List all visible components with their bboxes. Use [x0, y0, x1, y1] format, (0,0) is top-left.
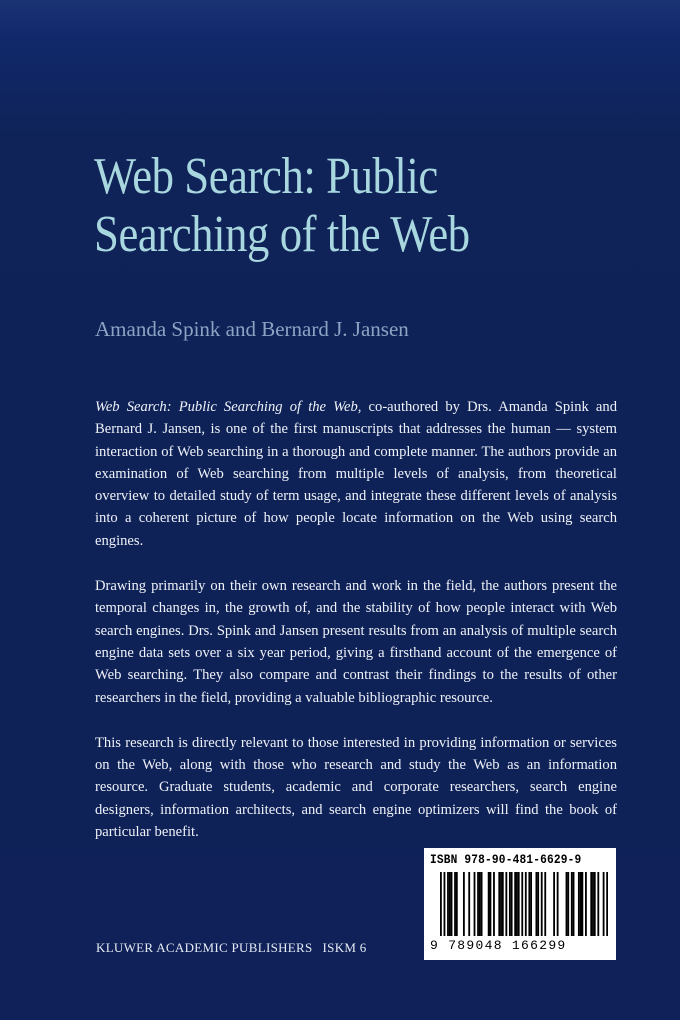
barcode-bar-11: [479, 872, 481, 936]
barcode-bar-8: [468, 872, 470, 936]
barcode-bar-29: [535, 872, 537, 936]
barcode-bar-22: [514, 872, 516, 936]
barcode-bar-40: [580, 872, 582, 936]
barcode-digits: 9 789048 166299: [430, 938, 567, 953]
book-title-line-2: Searching of the Web: [94, 206, 470, 263]
barcode-bar-42: [585, 872, 587, 936]
barcode-bar-38: [573, 872, 575, 936]
barcode-bar-46: [597, 872, 599, 936]
publisher-line: [96, 940, 367, 956]
barcode-bar-10: [477, 872, 479, 936]
barcode-bar-0: [440, 872, 442, 936]
barcode-bar-33: [553, 872, 555, 936]
description-paragraph-2: Drawing primarily on their own research and work in the field, the authors present the temporal changes in, the growth of, and the stability of how people interact with Web search engines. Drs. Spink and Jansen present results from an analysis of multiple search engine data sets over a six year period, giving a firsthand account of the emergence of Web searching. They also compare and contrast their findings to the results of other researchers in the field, providing a valuable bibliographic resource.: [95, 578, 617, 706]
barcode-bar-15: [493, 872, 495, 936]
barcode-bar-23: [516, 872, 518, 936]
barcode-bar-44: [592, 872, 594, 936]
barcode-bar-13: [488, 872, 490, 936]
barcode-bar-39: [578, 872, 580, 936]
publisher-name: KLUWER ACADEMIC PUBLISHERS: [96, 940, 313, 955]
barcode-bar-30: [537, 872, 539, 936]
barcode-bar-18: [502, 872, 504, 936]
barcode-bar-48: [606, 872, 608, 936]
barcode-bar-5: [454, 872, 456, 936]
description-paragraph-1-text: co-authored by Drs. Amanda Spink and Bernard J. Jansen, is one of the first manuscripts that addresses the human — system interaction of Web searching in a thorough and complete manner. The authors provide an examination of Web searching from multiple levels of analysis, from theoretical overview to detailed study of term usage, and integrate these different levels of analysis into a coherent picture of how people locate information on the Web using search engines.: [95, 399, 617, 549]
book-description: [95, 396, 617, 866]
barcode-bar-19: [505, 872, 507, 936]
barcode-bar-34: [557, 872, 559, 936]
barcode-bar-36: [567, 872, 569, 936]
barcode-bar-43: [590, 872, 592, 936]
barcode-bar-21: [511, 872, 513, 936]
barcode-bar-27: [528, 872, 530, 936]
barcode-bar-9: [474, 872, 476, 936]
series-code: ISKM 6: [322, 940, 367, 955]
barcode-bar-12: [481, 872, 483, 936]
barcode-bar-6: [456, 872, 458, 936]
barcode-bar-14: [490, 872, 492, 936]
barcode-bar-26: [525, 872, 527, 936]
description-paragraph-3: This research is directly relevant to those interested in providing information or services on the Web, along with those who research and study the Web as an information resource. Graduate students, academic and corporate researchers, search engine designers, information architects, and search engine optimizers will find the book of particular benefit.: [95, 734, 617, 841]
book-authors: Amanda Spink and Bernard J. Jansen: [95, 317, 409, 341]
barcode-bar-24: [518, 872, 520, 936]
barcode-bar-16: [498, 872, 500, 936]
barcode-bar-2: [447, 872, 449, 936]
description-title-italic: Web Search: Public Searching of the Web,: [95, 399, 362, 415]
barcode-bar-25: [521, 872, 523, 936]
barcode-image: [440, 872, 608, 936]
barcode-bar-35: [566, 872, 568, 936]
barcode-bar-28: [530, 872, 532, 936]
barcode-bar-1: [444, 872, 446, 936]
barcode-bar-17: [500, 872, 502, 936]
book-title: [94, 148, 576, 264]
barcode-bar-4: [451, 872, 453, 936]
barcode-bar-20: [509, 872, 511, 936]
barcode-bar-32: [544, 872, 546, 936]
barcode-bar-3: [449, 872, 451, 936]
barcode-bar-45: [594, 872, 596, 936]
isbn-label: ISBN 978-90-481-6629-9: [430, 852, 582, 867]
description-paragraph-1: [95, 396, 617, 552]
barcode-bar-37: [571, 872, 573, 936]
barcode-bar-7: [463, 872, 465, 936]
isbn-barcode-block: [424, 848, 616, 960]
barcode-bar-31: [541, 872, 543, 936]
barcode-bar-41: [581, 872, 583, 936]
book-title-line-1: Web Search: Public: [94, 148, 438, 205]
barcode-bar-47: [603, 872, 605, 936]
